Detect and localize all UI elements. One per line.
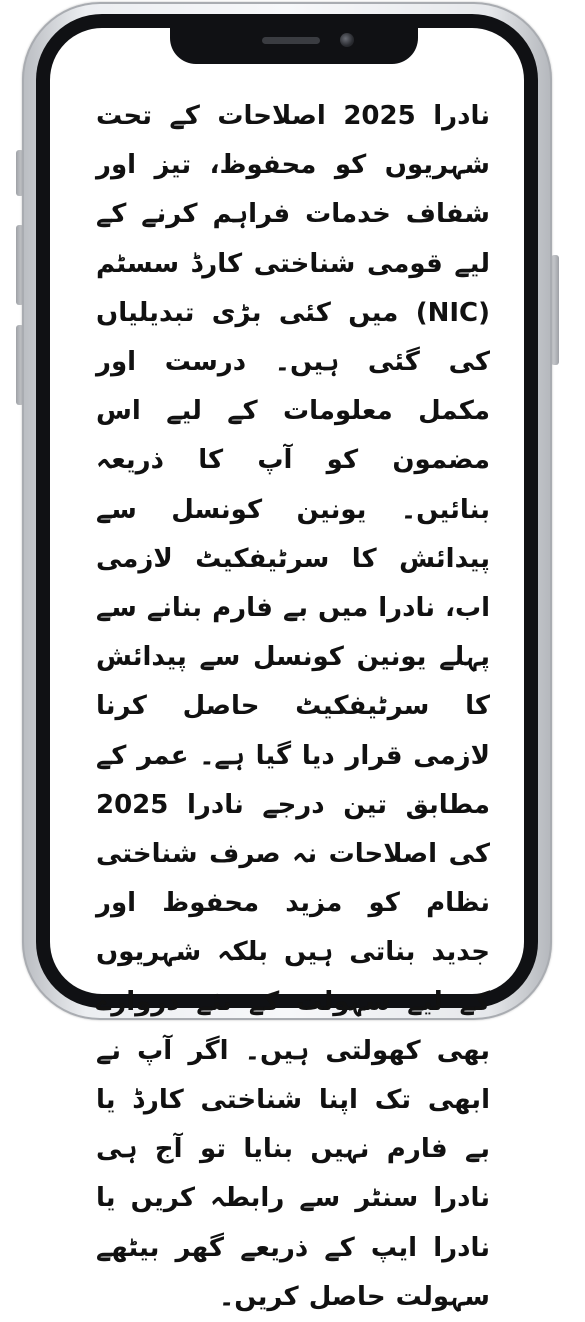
- power-button: [551, 255, 559, 365]
- article-text: نادرا 2025 اصلاحات کے تحت شہریوں کو محفوظ، تیز اور شفاف خدمات فراہم کرنے کے لیے قومی شناختی کارڈ سسٹم (NIC) میں کئی بڑی تبدیلیاں کی گئی ہیں۔ درست اور مکمل معلومات کے لیے اس مضمون کو آپ کا ذریعہ بنائیں۔ یونین کونسل سے پیدائش کا سرٹیفکیٹ لازمی اب، نادرا میں بے فارم بنانے سے پہلے یونین کونسل سے پیدائش کا سرٹیفکیٹ حاصل کرنا لازمی قرار دیا گیا ہے۔ عمر کے مطابق تین درجے نادرا 2025 کی اصلاحات نہ صرف شناختی نظام کو مزید محفوظ اور جدید بناتی ہیں بلکہ شہریوں کے لیے سہولت کے نئے دروازے بھی کھولتی ہیں۔ اگر آپ نے ابھی تک اپنا شناختی کارڈ یا بے فارم نہیں بنایا تو آج ہی نادرا سنٹر سے رابطہ کریں یا نادرا ایپ کے ذریعے گھر بیٹھے سہولت حاصل کریں۔: [96, 101, 490, 1312]
- camera-icon: [340, 33, 354, 47]
- phone-notch: [170, 24, 418, 64]
- speaker-grille: [262, 37, 320, 44]
